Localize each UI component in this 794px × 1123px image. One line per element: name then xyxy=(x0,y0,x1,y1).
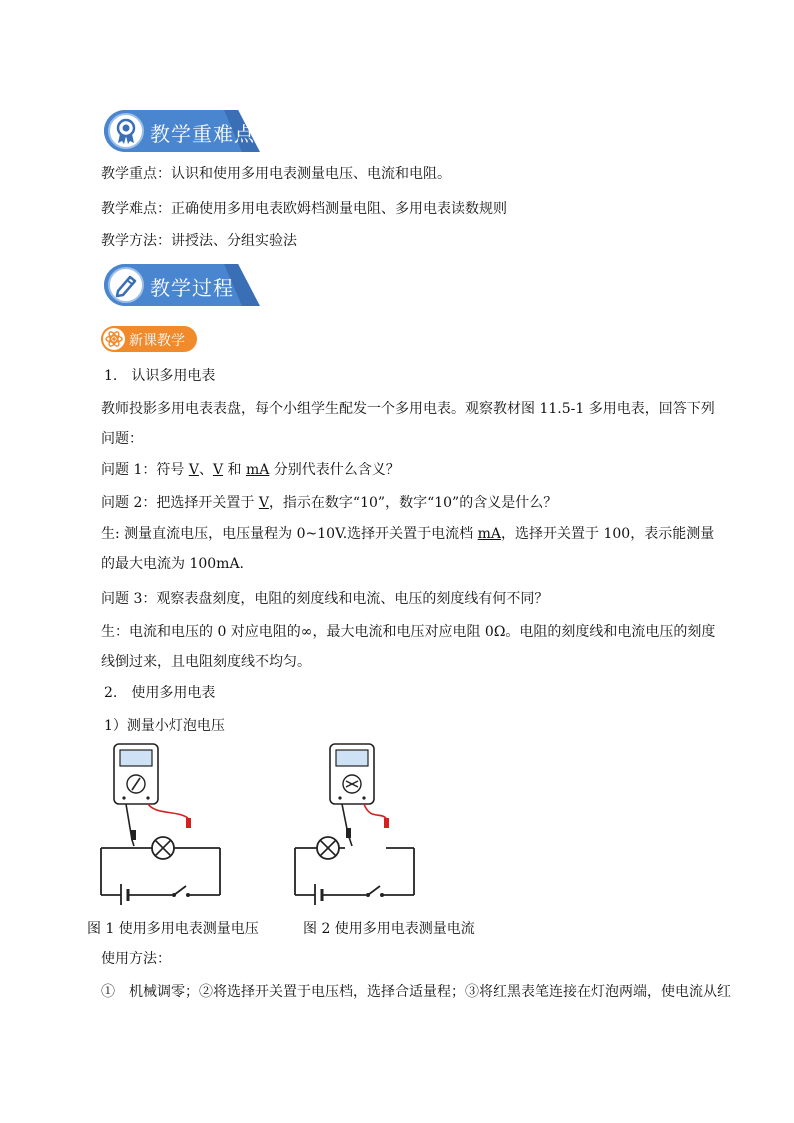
a1-suffix: ，选择开关置于 100，表示能测量的最大电流为 100mA. xyxy=(101,526,715,572)
new-lesson-tag xyxy=(101,326,197,352)
switch-icon xyxy=(368,886,380,895)
question-3: 问题 3：观察表盘刻度，电阻的刻度线和电流、电压的刻度线有何不同？ xyxy=(101,591,549,607)
switch-icon xyxy=(174,886,186,895)
symbol-ma: mA xyxy=(477,526,502,542)
question-2 xyxy=(101,494,557,512)
section1-heading: 1. 认识多用电表 xyxy=(104,368,216,384)
difficulty-text: 教学难点：正确使用多用电表欧姆档测量电阻、多用电表读数规则 xyxy=(101,201,507,217)
answer-2: 生：电流和电压的 0 对应电阻的∞，最大电流和电压对应电阻 0Ω。电阻的刻度线和电流电压的刻度线倒过来，且电阻刻度线不均匀。 xyxy=(101,624,716,670)
figure-2-caption: 图 2 使用多用电表测量电流 xyxy=(303,921,475,937)
method-text: 教学方法：讲授法、分组实验法 xyxy=(101,233,297,249)
section1-intro: 教师投影多用电表表盘，每个小组学生配发一个多用电表。观察教材图 11.5-1 多用电表，回答下列问题： xyxy=(101,401,715,447)
symbol-ma: mA xyxy=(245,462,270,478)
banner-title: 教学过程 xyxy=(150,276,234,300)
section-banner-process xyxy=(104,264,260,306)
symbol-v-dc: V xyxy=(188,462,199,478)
subsection-voltage: 1）测量小灯泡电压 xyxy=(104,718,225,734)
usage-label: 使用方法： xyxy=(101,951,171,967)
usage-text: ① 机械调零；②将选择开关置于电压档，选择合适量程；③将红黑表笔连接在灯泡两端，使电流从红 xyxy=(101,984,731,1000)
tag-label: 新课教学 xyxy=(129,333,185,349)
a1-prefix: 生: 测量直流电压，电压量程为 0~10V.选择开关置于电流档 xyxy=(101,526,478,542)
q2-suffix: ，指示在数字“10”，数字“10”的含义是什么？ xyxy=(268,495,558,511)
section-banner-key-points xyxy=(104,110,260,152)
q2-prefix: 问题 2：把选择开关置于 xyxy=(101,495,259,511)
symbol-v: V xyxy=(258,495,269,511)
q1-suffix: 分别代表什么含义？ xyxy=(269,462,400,478)
figure-1-caption: 图 1 使用多用电表测量电压 xyxy=(87,921,259,937)
multimeter-icon xyxy=(330,744,374,804)
figure-voltage-circuit xyxy=(96,740,236,905)
figure-current-circuit xyxy=(290,740,430,905)
multimeter-icon xyxy=(114,744,158,804)
q1-sep: 和 xyxy=(223,462,246,478)
answer-1 xyxy=(101,519,725,579)
award-icon xyxy=(108,113,144,149)
q1-prefix: 问题 1：符号 xyxy=(101,462,189,478)
key-point-text: 教学重点：认识和使用多用电表测量电压、电流和电阻。 xyxy=(101,166,451,182)
pencil-icon xyxy=(108,267,144,303)
q1-sep: 、 xyxy=(198,462,213,478)
banner-title: 教学重难点 xyxy=(150,122,255,146)
atom-icon xyxy=(103,328,125,350)
question-1 xyxy=(101,461,400,479)
section2-heading: 2. 使用多用电表 xyxy=(104,685,216,701)
symbol-v-ac: V xyxy=(212,462,224,478)
